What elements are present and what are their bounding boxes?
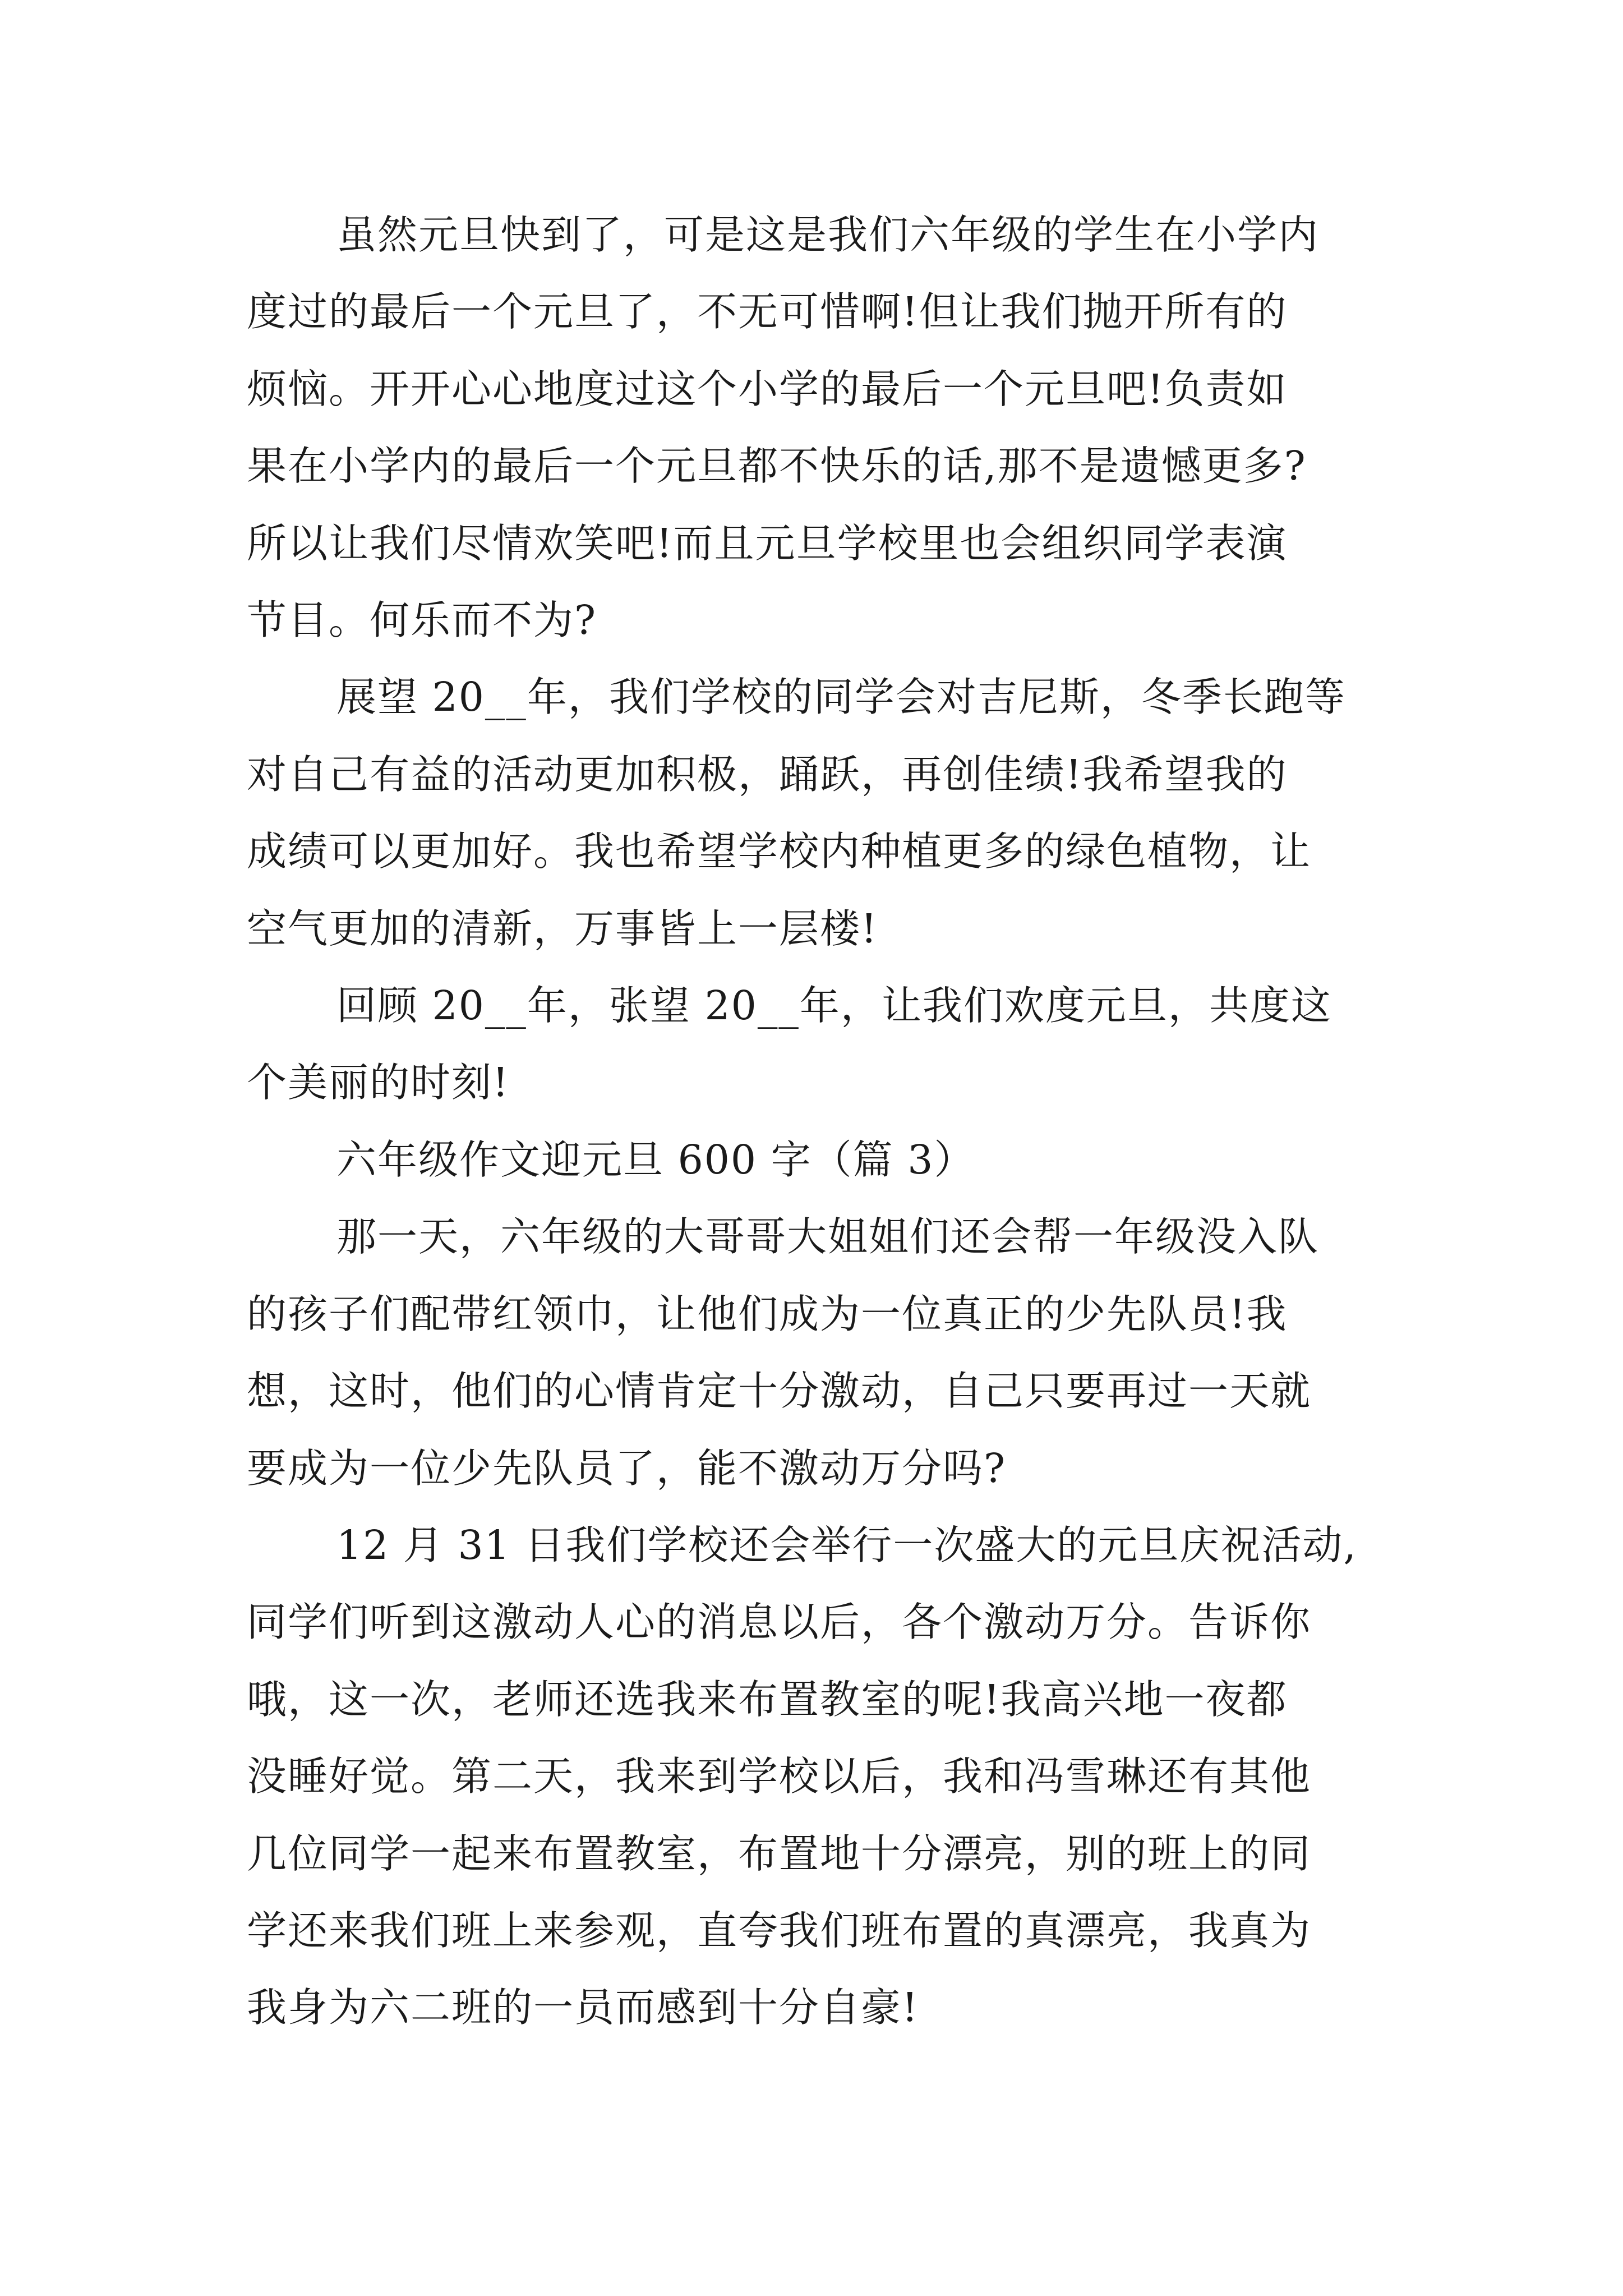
paragraph-1 xyxy=(247,196,1380,659)
paragraph-3 xyxy=(247,967,1380,1121)
text-line: 空气更加的清新，万事皆上一层楼! xyxy=(247,905,878,952)
text-line: 展望 20__年，我们学校的同学会对吉尼斯，冬季长跑等 xyxy=(336,674,1346,721)
text-line: 所以让我们尽情欢笑吧!而且元旦学校里也会组织同学表演 xyxy=(247,519,1288,567)
paragraph-2 xyxy=(247,659,1380,967)
text-line: 几位同学一起来布置教室，布置地十分漂亮，别的班上的同 xyxy=(247,1830,1312,1877)
text-line: 那一天，六年级的大哥哥大姐姐们还会帮一年级没入队 xyxy=(336,1213,1320,1260)
text-line: 12 月 31 日我们学校还会举行一次盛大的元旦庆祝活动, xyxy=(336,1521,1357,1568)
text-line: 度过的最后一个元旦了，不无可惜啊!但让我们抛开所有的 xyxy=(247,288,1288,335)
heading-line: 六年级作文迎元旦 600 字（篇 3） xyxy=(336,1136,975,1183)
document-body xyxy=(247,196,1380,2046)
paragraph-5 xyxy=(247,1507,1380,2046)
text-line: 要成为一位少先队员了，能不激动万分吗? xyxy=(247,1444,1007,1492)
text-line: 烦恼。开开心心地度过这个小学的最后一个元旦吧!负责如 xyxy=(247,365,1288,412)
text-line: 哦，这一次，老师还选我来布置教室的呢!我高兴地一夜都 xyxy=(247,1676,1288,1723)
text-line: 成绩可以更加好。我也希望学校内种植更多的绿色植物，让 xyxy=(247,828,1312,875)
text-line: 虽然元旦快到了，可是这是我们六年级的学生在小学内 xyxy=(336,211,1320,258)
text-line: 对自己有益的活动更加积极，踊跃，再创佳绩!我希望我的 xyxy=(247,751,1288,798)
text-line: 想，这时，他们的心情肯定十分激动，自己只要再过一天就 xyxy=(247,1368,1312,1415)
text-line: 我身为六二班的一员而感到十分自豪! xyxy=(247,1984,919,2031)
text-line: 回顾 20__年，张望 20__年，让我们欢度元旦，共度这 xyxy=(336,982,1332,1029)
section-heading xyxy=(247,1121,1380,1198)
text-line: 个美丽的时刻! xyxy=(247,1059,510,1106)
text-line: 果在小学内的最后一个元旦都不快乐的话,那不是遗憾更多? xyxy=(247,443,1307,490)
text-line: 同学们听到这激动人心的消息以后，各个激动万分。告诉你 xyxy=(247,1599,1312,1646)
paragraph-4 xyxy=(247,1198,1380,1507)
text-line: 节目。何乐而不为? xyxy=(247,597,597,644)
text-line: 学还来我们班上来参观，直夸我们班布置的真漂亮，我真为 xyxy=(247,1907,1312,1954)
text-line: 的孩子们配带红领巾，让他们成为一位真正的少先队员!我 xyxy=(247,1290,1288,1337)
text-line: 没睡好觉。第二天，我来到学校以后，我和冯雪琳还有其他 xyxy=(247,1753,1312,1800)
